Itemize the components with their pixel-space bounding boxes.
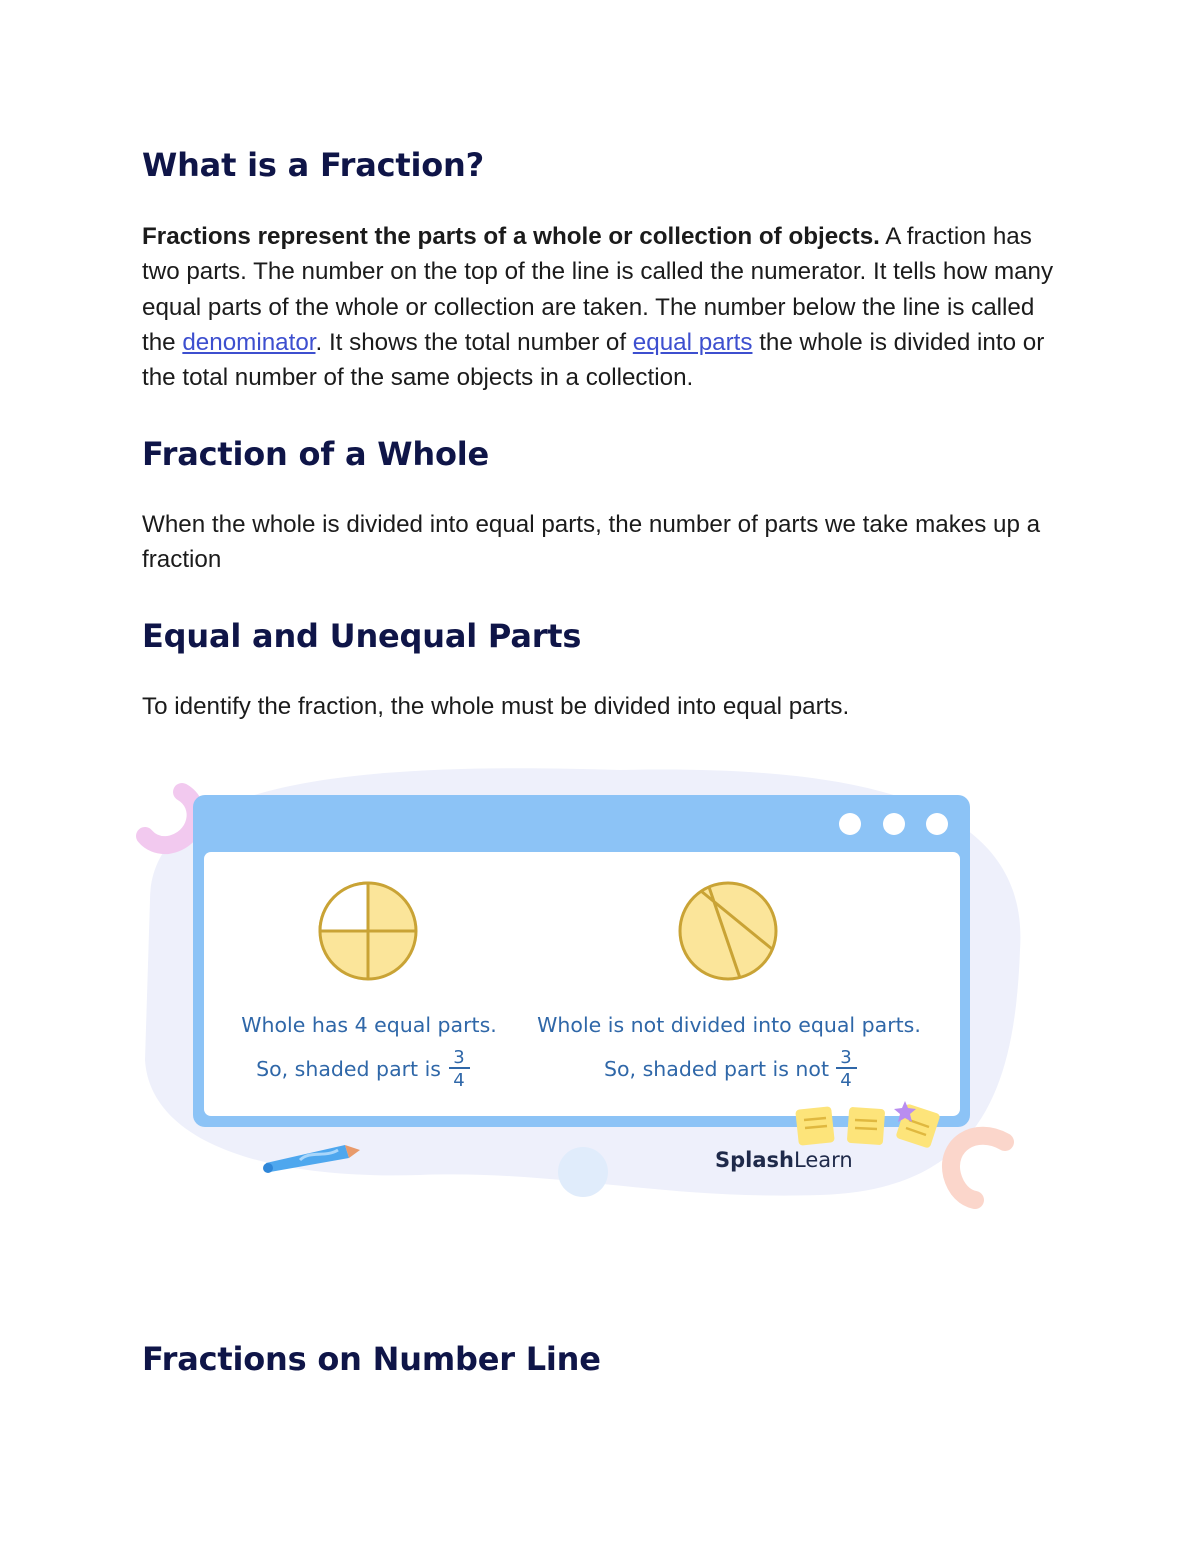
- right-caption-line-2: So, shaded part is not: [604, 1057, 829, 1081]
- definition-bold-lead: Fractions represent the parts of a whole or collection of objects.: [142, 223, 880, 250]
- equal-parts-circle: [320, 883, 416, 979]
- heading-fractions-number-line: Fractions on Number Line: [142, 1340, 601, 1378]
- window-dot-2: [883, 813, 905, 835]
- right-fraction-denominator: 4: [840, 1070, 852, 1091]
- heading-what-is-fraction: What is a Fraction?: [142, 146, 484, 184]
- window-dot-1: [839, 813, 861, 835]
- equal-unequal-parts-illustration: [130, 755, 1030, 1225]
- paragraph-fraction-definition: [142, 219, 1072, 395]
- definition-text-2: . It shows the total number of: [315, 328, 633, 356]
- heading-equal-unequal-parts: Equal and Unequal Parts: [142, 617, 582, 655]
- left-fraction-numerator: 3: [453, 1047, 465, 1068]
- unequal-parts-circle: [680, 883, 776, 979]
- right-fraction-numerator: 3: [840, 1047, 852, 1068]
- peach-arc-decoration: [951, 1136, 1005, 1200]
- window-dot-3: [926, 813, 948, 835]
- definition-text-3: the whole is divided into or the total number of the same objects in a collection.: [142, 328, 1045, 392]
- paragraph-equal-unequal: To identify the fraction, the whole must be divided into equal parts.: [142, 693, 850, 720]
- pink-arc-decoration: [145, 792, 196, 845]
- splashlearn-logo: [715, 1148, 853, 1172]
- left-caption-line-2: So, shaded part is: [256, 1057, 441, 1081]
- definition-text-1: A fraction has two parts. The number on the top of the line is called the numerator. It tells how many equal parts of the whole or collection are taken. The number below the line is called the: [142, 223, 1054, 356]
- left-fraction-denominator: 4: [453, 1070, 465, 1091]
- link-denominator[interactable]: denominator: [182, 328, 316, 356]
- right-caption-line-1: Whole is not divided into equal parts.: [537, 1013, 921, 1037]
- heading-fraction-of-whole: Fraction of a Whole: [142, 435, 490, 473]
- left-caption-line-1: Whole has 4 equal parts.: [241, 1013, 497, 1037]
- logo-text-bold: Splash: [715, 1148, 794, 1172]
- paragraph-fraction-of-whole: When the whole is divided into equal parts, the number of parts we take makes up a fraction: [142, 511, 1041, 574]
- blue-circle-decoration: [558, 1147, 608, 1197]
- logo-text-light: Learn: [793, 1148, 853, 1172]
- link-equal-parts[interactable]: equal parts: [632, 328, 753, 356]
- sticky-notes-icon: [795, 1101, 940, 1149]
